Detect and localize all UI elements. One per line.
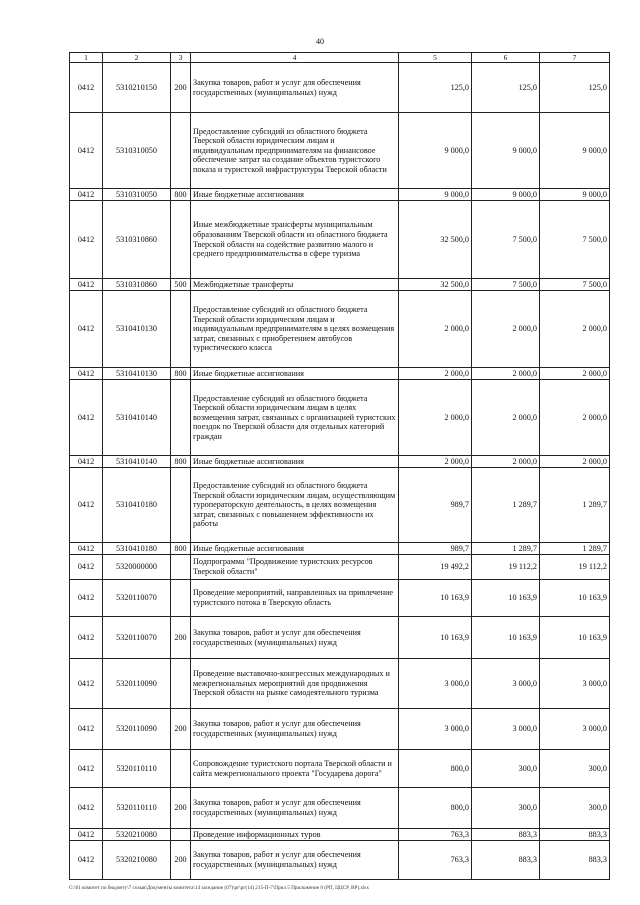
cell-expense-type: 800 xyxy=(171,543,191,555)
cell-target-code: 5310310050 xyxy=(103,113,171,189)
cell-amount-2: 10 163,9 xyxy=(472,580,540,617)
table-row xyxy=(70,291,610,368)
cell-amount-2: 300,0 xyxy=(472,750,540,788)
cell-section: 0412 xyxy=(70,113,103,189)
cell-target-code: 5310410180 xyxy=(103,468,171,543)
cell-section: 0412 xyxy=(70,750,103,788)
cell-target-code: 5320110110 xyxy=(103,750,171,788)
table-row xyxy=(70,63,610,113)
cell-section: 0412 xyxy=(70,841,103,880)
cell-description: Проведение выставочно-конгрессных международных и межрегиональных мероприятий для продвижения Тверской области на рынке самодеятельного туризма xyxy=(191,659,399,709)
cell-expense-type xyxy=(171,555,191,580)
cell-amount-1: 2 000,0 xyxy=(399,456,472,468)
cell-amount-1: 800,0 xyxy=(399,788,472,829)
cell-description: Предоставление субсидий из областного бюджета Тверской области юридическим лицам и индивидуальным предпринимателям в целях возмещения затрат, связанных с приобретением автобусов туристического класса xyxy=(191,291,399,368)
cell-target-code: 5310210150 xyxy=(103,63,171,113)
cell-amount-3: 7 500,0 xyxy=(540,279,610,291)
table-row xyxy=(70,617,610,659)
cell-expense-type xyxy=(171,201,191,279)
cell-amount-1: 32 500,0 xyxy=(399,201,472,279)
header-cell: 6 xyxy=(472,53,540,63)
cell-amount-3: 2 000,0 xyxy=(540,368,610,380)
cell-amount-3: 10 163,9 xyxy=(540,580,610,617)
cell-expense-type: 200 xyxy=(171,709,191,750)
cell-description: Предоставление субсидий из областного бюджета Тверской области юридическим лицам в целях возмещения затрат, связанных с организацией туристских поездок по Тверской области для отдельных категорий граждан xyxy=(191,380,399,456)
cell-section: 0412 xyxy=(70,468,103,543)
cell-expense-type xyxy=(171,659,191,709)
header-cell: 3 xyxy=(171,53,191,63)
cell-section: 0412 xyxy=(70,201,103,279)
cell-target-code: 5310310860 xyxy=(103,201,171,279)
cell-amount-1: 10 163,9 xyxy=(399,617,472,659)
cell-amount-1: 763,3 xyxy=(399,829,472,841)
cell-amount-1: 989,7 xyxy=(399,543,472,555)
cell-expense-type xyxy=(171,829,191,841)
cell-description: Иные бюджетные ассигнования xyxy=(191,189,399,201)
table-row xyxy=(70,580,610,617)
cell-amount-2: 2 000,0 xyxy=(472,291,540,368)
table-row xyxy=(70,841,610,880)
cell-description: Закупка товаров, работ и услуг для обеспечения государственных (муниципальных) нужд xyxy=(191,617,399,659)
cell-section: 0412 xyxy=(70,659,103,709)
cell-target-code: 5310410130 xyxy=(103,291,171,368)
cell-amount-3: 883,3 xyxy=(540,829,610,841)
cell-amount-2: 2 000,0 xyxy=(472,380,540,456)
cell-expense-type: 800 xyxy=(171,456,191,468)
cell-amount-3: 7 500,0 xyxy=(540,201,610,279)
table-row xyxy=(70,468,610,543)
cell-amount-2: 125,0 xyxy=(472,63,540,113)
cell-amount-3: 125,0 xyxy=(540,63,610,113)
cell-amount-2: 2 000,0 xyxy=(472,368,540,380)
cell-amount-3: 9 000,0 xyxy=(540,113,610,189)
cell-amount-2: 7 500,0 xyxy=(472,279,540,291)
table-row xyxy=(70,555,610,580)
cell-expense-type xyxy=(171,750,191,788)
cell-amount-2: 10 163,9 xyxy=(472,617,540,659)
cell-description: Иные бюджетные ассигнования xyxy=(191,456,399,468)
cell-amount-1: 3 000,0 xyxy=(399,659,472,709)
table-row xyxy=(70,201,610,279)
table-row xyxy=(70,380,610,456)
cell-expense-type xyxy=(171,580,191,617)
cell-description: Закупка товаров, работ и услуг для обеспечения государственных (муниципальных) нужд xyxy=(191,709,399,750)
cell-amount-3: 9 000,0 xyxy=(540,189,610,201)
cell-amount-3: 19 112,2 xyxy=(540,555,610,580)
table-row xyxy=(70,113,610,189)
cell-amount-2: 3 000,0 xyxy=(472,709,540,750)
cell-amount-2: 7 500,0 xyxy=(472,201,540,279)
cell-target-code: 5310410180 xyxy=(103,543,171,555)
cell-description: Закупка товаров, работ и услуг для обеспечения государственных (муниципальных) нужд xyxy=(191,841,399,880)
cell-amount-3: 10 163,9 xyxy=(540,617,610,659)
cell-description: Предоставление субсидий из областного бюджета Тверской области юридическим лицам, осуществляющим туроператорскую деятельность, в целях возмещения затрат, связанных с повышением эффективности их работы xyxy=(191,468,399,543)
cell-amount-1: 10 163,9 xyxy=(399,580,472,617)
cell-description: Иные межбюджетные трансферты муниципальным образованиям Тверской области из областного бюджета Тверской области на содействие развитию малого и среднего предпринимательства в сфере туризма xyxy=(191,201,399,279)
cell-amount-2: 2 000,0 xyxy=(472,456,540,468)
cell-expense-type: 800 xyxy=(171,189,191,201)
cell-section: 0412 xyxy=(70,63,103,113)
table-body xyxy=(70,63,610,880)
cell-amount-2: 1 289,7 xyxy=(472,543,540,555)
cell-target-code: 5310410140 xyxy=(103,456,171,468)
cell-amount-3: 2 000,0 xyxy=(540,291,610,368)
cell-description: Проведение информационных туров xyxy=(191,829,399,841)
cell-section: 0412 xyxy=(70,709,103,750)
cell-amount-2: 3 000,0 xyxy=(472,659,540,709)
cell-section: 0412 xyxy=(70,291,103,368)
cell-amount-1: 125,0 xyxy=(399,63,472,113)
cell-expense-type: 200 xyxy=(171,617,191,659)
cell-expense-type: 200 xyxy=(171,841,191,880)
cell-amount-2: 19 112,2 xyxy=(472,555,540,580)
cell-amount-3: 883,3 xyxy=(540,841,610,880)
cell-amount-1: 989,7 xyxy=(399,468,472,543)
cell-description: Подпрограмма "Продвижение туристских ресурсов Тверской области" xyxy=(191,555,399,580)
cell-amount-1: 9 000,0 xyxy=(399,113,472,189)
cell-amount-2: 883,3 xyxy=(472,841,540,880)
cell-expense-type xyxy=(171,468,191,543)
cell-description: Закупка товаров, работ и услуг для обеспечения государственных (муниципальных) нужд xyxy=(191,788,399,829)
cell-amount-3: 1 289,7 xyxy=(540,468,610,543)
cell-amount-1: 2 000,0 xyxy=(399,380,472,456)
cell-amount-3: 3 000,0 xyxy=(540,659,610,709)
cell-target-code: 5310410140 xyxy=(103,380,171,456)
table-row xyxy=(70,189,610,201)
cell-target-code: 5320110090 xyxy=(103,659,171,709)
cell-expense-type: 200 xyxy=(171,63,191,113)
table-row xyxy=(70,788,610,829)
cell-expense-type: 200 xyxy=(171,788,191,829)
cell-amount-1: 800,0 xyxy=(399,750,472,788)
table-row xyxy=(70,659,610,709)
cell-target-code: 5310410130 xyxy=(103,368,171,380)
cell-amount-3: 300,0 xyxy=(540,788,610,829)
cell-description: Закупка товаров, работ и услуг для обеспечения государственных (муниципальных) нужд xyxy=(191,63,399,113)
cell-amount-2: 9 000,0 xyxy=(472,113,540,189)
cell-description: Межбюджетные трансферты xyxy=(191,279,399,291)
cell-amount-3: 3 000,0 xyxy=(540,709,610,750)
cell-expense-type xyxy=(171,380,191,456)
cell-target-code: 5320210080 xyxy=(103,829,171,841)
table-row xyxy=(70,829,610,841)
table-row xyxy=(70,279,610,291)
cell-section: 0412 xyxy=(70,456,103,468)
cell-section: 0412 xyxy=(70,555,103,580)
cell-amount-1: 2 000,0 xyxy=(399,368,472,380)
cell-target-code: 5310310050 xyxy=(103,189,171,201)
cell-section: 0412 xyxy=(70,368,103,380)
cell-section: 0412 xyxy=(70,580,103,617)
table-row xyxy=(70,750,610,788)
cell-amount-3: 2 000,0 xyxy=(540,380,610,456)
cell-amount-2: 300,0 xyxy=(472,788,540,829)
cell-section: 0412 xyxy=(70,380,103,456)
cell-section: 0412 xyxy=(70,279,103,291)
cell-amount-1: 9 000,0 xyxy=(399,189,472,201)
cell-section: 0412 xyxy=(70,788,103,829)
cell-amount-2: 883,3 xyxy=(472,829,540,841)
cell-target-code: 5320110090 xyxy=(103,709,171,750)
header-cell: 4 xyxy=(191,53,399,63)
cell-target-code: 5320110070 xyxy=(103,617,171,659)
cell-amount-1: 2 000,0 xyxy=(399,291,472,368)
budget-table xyxy=(69,52,610,880)
cell-amount-3: 1 289,7 xyxy=(540,543,610,555)
cell-target-code: 5310310860 xyxy=(103,279,171,291)
header-cell: 7 xyxy=(540,53,610,63)
table-row xyxy=(70,456,610,468)
cell-section: 0412 xyxy=(70,617,103,659)
table-row xyxy=(70,709,610,750)
cell-target-code: 5320210080 xyxy=(103,841,171,880)
table-row xyxy=(70,368,610,380)
header-cell: 1 xyxy=(70,53,103,63)
cell-amount-1: 3 000,0 xyxy=(399,709,472,750)
header-cell: 5 xyxy=(399,53,472,63)
cell-amount-1: 19 492,2 xyxy=(399,555,472,580)
file-path-footer: G:\01 комитет по бюджету\7 созыв\Документы комитета\14 заседание (07)\рг\рг(14) 215-П-7\Прил 5 Приложение 8 (РП, ЦЦСР, ВР).xlsx xyxy=(69,885,369,891)
cell-amount-1: 32 500,0 xyxy=(399,279,472,291)
cell-amount-2: 9 000,0 xyxy=(472,189,540,201)
cell-amount-3: 300,0 xyxy=(540,750,610,788)
page-number: 40 xyxy=(316,37,324,46)
cell-target-code: 5320000000 xyxy=(103,555,171,580)
cell-amount-2: 1 289,7 xyxy=(472,468,540,543)
header-row xyxy=(70,53,610,63)
cell-expense-type xyxy=(171,291,191,368)
cell-description: Сопровождение туристского портала Тверской области и сайта межрегионального проекта "Государева дорога" xyxy=(191,750,399,788)
cell-description: Предоставление субсидий из областного бюджета Тверской области юридическим лицам и индивидуальным предпринимателям на финансовое обеспечение затрат на создание объектов туристского показа и туристской инфраструктуры Тверской области xyxy=(191,113,399,189)
cell-description: Проведение мероприятий, направленных на привлечение туристского потока в Тверскую область xyxy=(191,580,399,617)
cell-expense-type xyxy=(171,113,191,189)
cell-target-code: 5320110110 xyxy=(103,788,171,829)
header-cell: 2 xyxy=(103,53,171,63)
cell-amount-3: 2 000,0 xyxy=(540,456,610,468)
cell-description: Иные бюджетные ассигнования xyxy=(191,368,399,380)
cell-amount-1: 763,3 xyxy=(399,841,472,880)
cell-section: 0412 xyxy=(70,189,103,201)
cell-section: 0412 xyxy=(70,829,103,841)
cell-target-code: 5320110070 xyxy=(103,580,171,617)
cell-expense-type: 800 xyxy=(171,368,191,380)
table-row xyxy=(70,543,610,555)
cell-expense-type: 500 xyxy=(171,279,191,291)
cell-section: 0412 xyxy=(70,543,103,555)
cell-description: Иные бюджетные ассигнования xyxy=(191,543,399,555)
